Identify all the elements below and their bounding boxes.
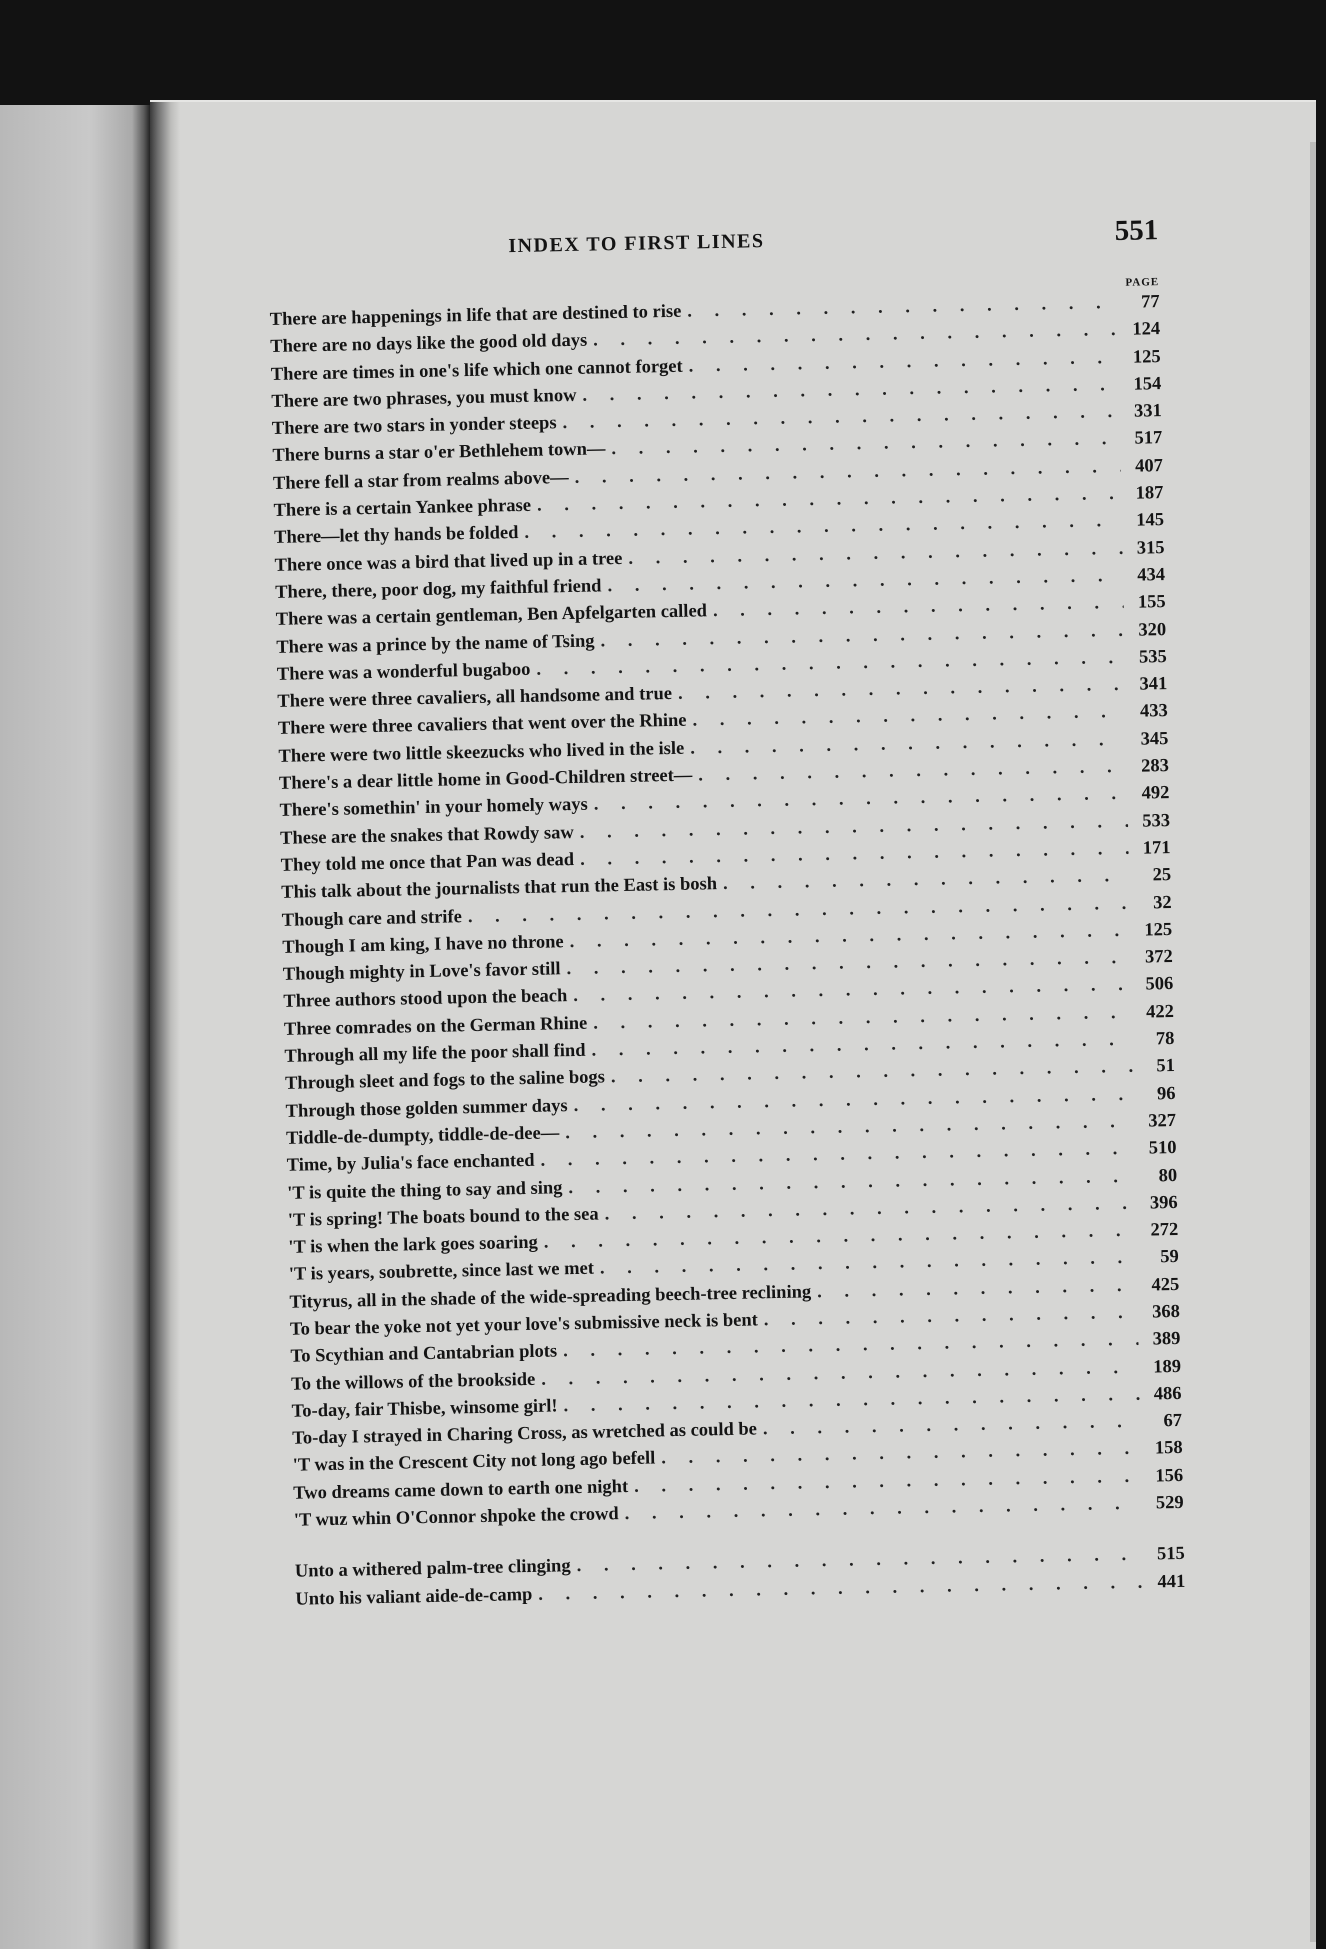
first-line-text: There's a dear little home in Good-Children street— (278, 765, 693, 794)
first-line-text: There was a certain gentleman, Ben Apfelgarten called (275, 601, 708, 631)
first-line-text: To-day I strayed in Charing Cross, as wretched as could be (292, 1419, 758, 1449)
page-reference: 407 (1134, 455, 1164, 477)
page-reference: 510 (1148, 1138, 1177, 1159)
page-reference: 32 (1152, 892, 1172, 913)
first-line-text: There's somethin' in your homely ways (279, 795, 588, 822)
page-number: 551 (1114, 214, 1159, 248)
first-line-text: To bear the yoke not yet your love's submissive neck is bent (289, 1310, 759, 1340)
page-reference: 187 (1135, 483, 1164, 504)
first-line-text: To the willows of the brookside (290, 1369, 536, 1395)
first-line-text: These are the snakes that Rowdy saw (279, 822, 574, 849)
first-line-text: Through those golden summer days (285, 1095, 568, 1122)
first-line-text: There is a certain Yankee phrase (273, 495, 532, 522)
page-reference: 517 (1134, 428, 1163, 450)
page-reference: 327 (1148, 1110, 1177, 1132)
first-line-text: Though care and strife (281, 906, 463, 931)
first-line-text: They told me once that Pan was dead (280, 849, 575, 876)
page-reference: 80 (1158, 1165, 1178, 1186)
page-reference: 425 (1151, 1274, 1180, 1296)
first-line-text: 'T wuz whin O'Connor shpoke the crowd (293, 1504, 619, 1531)
page-reference: 96 (1156, 1083, 1176, 1104)
first-line-text: There are two stars in yonder steeps (271, 413, 557, 440)
page-reference: 535 (1138, 646, 1167, 668)
page-reference: 145 (1136, 510, 1165, 532)
first-line-text: Tityrus, all in the shade of the wide-spreading beech-tree reclining (289, 1282, 812, 1313)
page-reference: 125 (1132, 346, 1161, 368)
first-line-text: Three comrades on the German Rhine (283, 1013, 588, 1040)
first-line-text: There were three cavaliers, all handsome and true (277, 684, 673, 713)
index-list-t (270, 289, 1184, 1535)
page-reference: 25 (1152, 865, 1172, 886)
page-reference: 389 (1152, 1329, 1181, 1350)
index-content (268, 214, 1186, 1614)
page-reference: 171 (1142, 837, 1171, 859)
first-line-text: 'T was in the Crescent City not long ago befell (292, 1448, 656, 1477)
page-reference: 125 (1144, 919, 1173, 941)
page-reference: 434 (1137, 565, 1166, 586)
first-line-text: There burns a star o'er Bethlehem town— (272, 439, 606, 467)
first-line-text: There were three cavaliers that went over the Rhine (277, 711, 687, 740)
page-reference: 533 (1142, 810, 1171, 832)
first-line-text: 'T is spring! The boats bound to the sea (287, 1204, 599, 1231)
book-page (150, 100, 1316, 1949)
first-line-text: There was a wonderful bugaboo (276, 659, 531, 685)
first-line-text: There are times in one's life which one cannot forget (270, 356, 683, 385)
first-line-text: Three authors stood upon the beach (283, 986, 568, 1013)
first-line-text: 'T is when the lark goes soaring (288, 1232, 538, 1258)
spine-shadow (150, 102, 180, 1949)
first-line-text: Unto a withered palm-tree clinging (294, 1556, 571, 1583)
first-line-text: 'T is quite the thing to say and sing (287, 1177, 563, 1204)
page-reference: 515 (1156, 1544, 1185, 1565)
page-reference: 156 (1155, 1465, 1184, 1487)
page-reference: 345 (1140, 728, 1169, 750)
first-line-text: Through sleet and fogs to the saline bogs (284, 1067, 606, 1095)
first-line-text: There fell a star from realms above— (272, 467, 569, 494)
first-line-text: Unto his valiant aide-de-camp (295, 1584, 533, 1610)
running-title: INDEX TO FIRST LINES (508, 230, 765, 258)
first-line-text: There—let thy hands be folded (273, 523, 519, 549)
page-reference: 320 (1138, 619, 1167, 641)
first-line-text: Though mighty in Love's favor still (282, 959, 561, 985)
first-line-text: Time, by Julia's face enchanted (286, 1151, 535, 1177)
first-line-text: Through all my life the poor shall find (284, 1040, 586, 1067)
page-reference: 341 (1139, 674, 1168, 695)
first-line-text: Tiddle-de-dumpty, tiddle-de-dee— (286, 1123, 560, 1149)
page-reference: 529 (1155, 1492, 1184, 1514)
page-reference: 78 (1155, 1028, 1175, 1050)
page-column-label: PAGE (1125, 276, 1160, 289)
page-reference: 372 (1144, 947, 1173, 968)
page-reference: 51 (1156, 1056, 1176, 1077)
facing-page-edge (0, 105, 150, 1949)
first-line-text: There are no days like the good old days (270, 330, 588, 358)
page-reference: 67 (1163, 1411, 1183, 1432)
page-reference: 506 (1145, 974, 1174, 995)
page-edge (1310, 142, 1316, 1942)
first-line-text: To-day, fair Thisbe, winsome girl! (291, 1396, 558, 1422)
first-line-text: There once was a bird that lived up in a tree (274, 548, 623, 576)
first-line-text: There were two little skeezucks who lived in the isle (278, 738, 685, 767)
page-reference: 486 (1153, 1383, 1182, 1405)
page-reference: 283 (1140, 756, 1170, 777)
page-reference: 158 (1154, 1438, 1183, 1459)
page-reference: 368 (1151, 1301, 1181, 1323)
first-line-text: To Scythian and Cantabrian plots (290, 1341, 558, 1368)
first-line-text: 'T is years, soubrette, since last we met (288, 1259, 595, 1286)
page-reference: 331 (1133, 401, 1162, 422)
first-line-text: There are happenings in life that are destined to rise (269, 301, 682, 330)
page-reference: 155 (1137, 592, 1166, 613)
page-reference: 441 (1157, 1571, 1186, 1593)
first-line-text: There are two phrases, you must know (271, 385, 577, 412)
page-reference: 189 (1153, 1356, 1182, 1378)
first-line-text: There was a prince by the name of Tsing (276, 631, 595, 658)
page-reference: 77 (1140, 292, 1160, 313)
page-reference: 154 (1133, 373, 1162, 395)
first-line-text: This talk about the journalists that run the East is bosh (281, 874, 718, 904)
page-reference: 396 (1149, 1192, 1178, 1214)
page-reference: 124 (1132, 319, 1161, 340)
page-reference: 492 (1141, 783, 1170, 804)
first-line-text: Though I am king, I have no throne (282, 932, 564, 958)
page-reference: 59 (1160, 1247, 1179, 1268)
first-line-text: Two dreams came down to earth one night (293, 1476, 629, 1504)
page-reference: 422 (1145, 1001, 1175, 1023)
page-reference: 315 (1136, 537, 1165, 559)
page-reference: 433 (1139, 701, 1169, 723)
first-line-text: There, there, poor dog, my faithful friend (275, 576, 602, 603)
page-reference: 272 (1150, 1220, 1179, 1241)
